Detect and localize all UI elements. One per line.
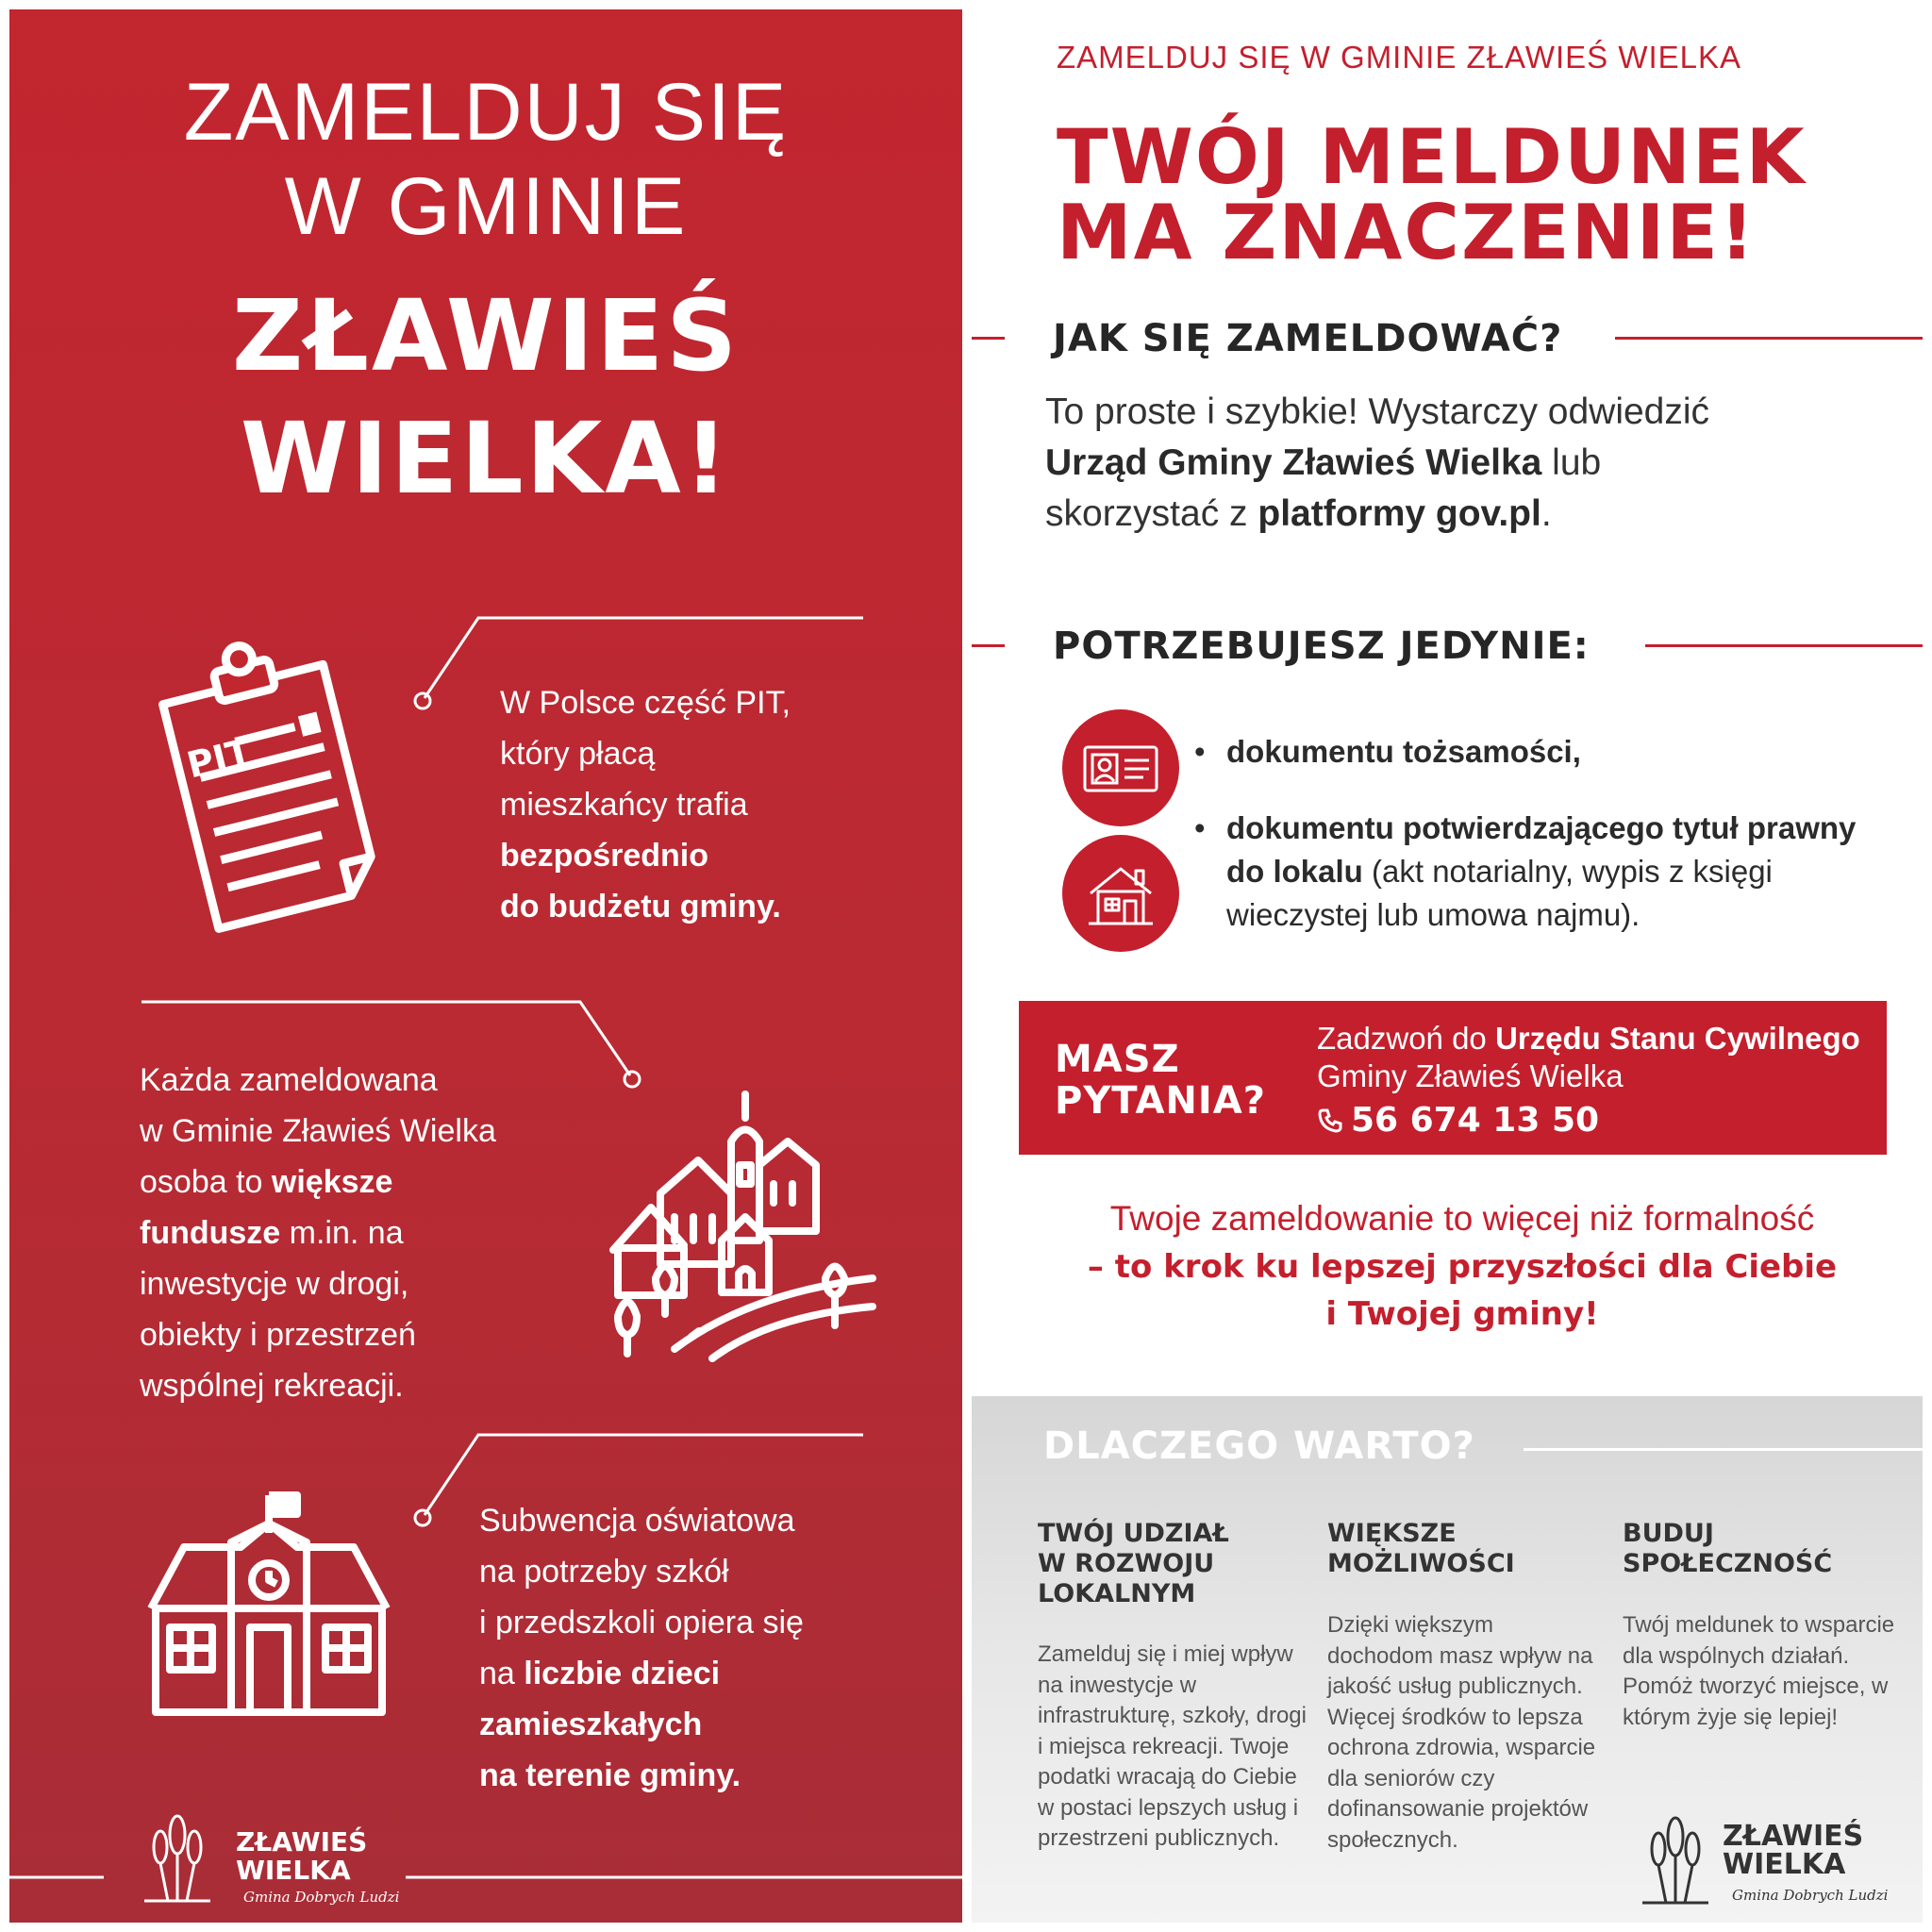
requirement-id-text: dokumentu tożsamości, xyxy=(1226,734,1581,769)
funds-text-line: inwestycje w drogi, xyxy=(140,1266,409,1302)
logo-name-line1: ZŁAWIEŚ xyxy=(236,1826,368,1857)
how-text-line: To proste i szybkie! Wystarczy odwiedzić xyxy=(1045,391,1710,432)
how-heading: JAK SIĘ ZAMELDOWAĆ? xyxy=(1053,317,1563,360)
registry-office-name: Urzędu Stanu Cywilnego xyxy=(1494,1021,1860,1056)
pit-text-line: który płacą xyxy=(500,736,656,772)
school-text-bold: liczbie dzieci xyxy=(524,1656,721,1691)
school-text-line: na xyxy=(479,1656,525,1691)
divider xyxy=(1524,1448,1923,1451)
right-logo xyxy=(1638,1813,1902,1907)
logo-name-line1: ZŁAWIEŚ xyxy=(1723,1820,1864,1853)
left-title-line2: W GMINIE xyxy=(284,161,688,252)
right-top-line: ZAMELDUJ SIĘ W GMINIE ZŁAWIEŚ WIELKA xyxy=(1057,40,1742,75)
pit-text-bold: do budżetu gminy. xyxy=(500,889,781,924)
closing-line1: Twoje zameldowanie to więcej niż formalność xyxy=(1109,1199,1815,1238)
questions-label xyxy=(1055,1039,1266,1122)
school-icon xyxy=(146,1486,391,1722)
school-text-line: na potrzeby szkół xyxy=(479,1554,729,1590)
bullet-dot: • xyxy=(1194,734,1206,769)
funds-text-bold: fundusze xyxy=(140,1215,281,1251)
how-text-line: . xyxy=(1541,493,1552,534)
col-text: Twój meldunek to wsparcie dla wspólnych działań. Pomóż tworzyć miejsce, w którym żyje się lepiej! xyxy=(1623,1612,1895,1730)
funds-text-line: osoba to xyxy=(140,1164,272,1200)
office-name: Urząd Gminy Zławieś Wielka xyxy=(1045,442,1542,483)
how-paragraph xyxy=(1045,387,1875,540)
requirement-property-text: (akt notarialny, wypis z księgi wieczystej lub umowa najmu). xyxy=(1226,854,1773,932)
school-text-line: Subwencja oświatowa xyxy=(479,1503,795,1539)
funds-text-line: wspólnej rekreacji. xyxy=(140,1368,404,1404)
logo-tagline: Gmina Dobrych Ludzi xyxy=(243,1889,400,1906)
left-logo xyxy=(140,1811,404,1906)
funds-text-line: m.in. na xyxy=(280,1215,404,1251)
requirement-item-id xyxy=(1194,730,1887,774)
pit-text-bold: bezpośrednio xyxy=(500,838,709,874)
divider xyxy=(1615,337,1923,340)
logo-name-line2: WIELKA xyxy=(1723,1848,1846,1881)
requirement-item-property xyxy=(1194,807,1887,937)
col-text: Zamelduj się i miej wpływ na inwestycje w infrastrukturę, szkoły, drogi i miejsca rekreacji. Twoje podatki wracają do Ciebie w postaci lepszych usług i przestrzeni publicznych. xyxy=(1038,1641,1307,1851)
pit-clipboard-icon xyxy=(151,637,406,939)
col-title-line: SPOŁECZNOŚĆ xyxy=(1623,1549,1833,1578)
pit-label: PIT xyxy=(182,730,256,787)
wheat-logo-icon xyxy=(140,1811,215,1906)
pit-info-text xyxy=(500,677,791,932)
how-text-line: lub xyxy=(1541,442,1602,483)
need-heading: POTRZEBUJESZ JEDYNIE: xyxy=(1053,625,1590,668)
id-card-icon xyxy=(1062,709,1179,826)
col-title-line: WIĘKSZE xyxy=(1327,1519,1457,1548)
why-col-community xyxy=(1623,1519,1895,1730)
divider xyxy=(1645,644,1923,647)
phone-number[interactable]: 56 674 13 50 xyxy=(1351,1101,1600,1140)
col-title-line: W ROZWOJU xyxy=(1038,1549,1215,1578)
phone-row[interactable] xyxy=(1317,1101,1599,1140)
divider xyxy=(972,644,1005,647)
requirement-property-bold: dokumentu potwierdzającego tytuł prawny do lokalu xyxy=(1226,810,1857,889)
bullet-dot: • xyxy=(1194,810,1206,845)
left-title-big2: WIELKA! xyxy=(240,401,732,516)
funds-info-text xyxy=(140,1055,496,1411)
call-text-c: Gminy Zławieś Wielka xyxy=(1317,1058,1624,1093)
headline-line1: TWÓJ MELDUNEK xyxy=(1057,113,1807,201)
call-text-a: Zadzwoń do xyxy=(1317,1021,1495,1056)
how-text-line: skorzystać z xyxy=(1045,493,1258,534)
pit-text-line: mieszkańcy trafia xyxy=(500,787,748,823)
wheat-logo-icon xyxy=(1638,1813,1713,1907)
col-title-line: BUDUJ xyxy=(1623,1519,1714,1548)
logo-tagline: Gmina Dobrych Ludzi xyxy=(1732,1887,1889,1904)
questions-bar xyxy=(1019,1001,1887,1155)
col-title-line: MOŻLIWOŚCI xyxy=(1327,1549,1515,1578)
divider xyxy=(972,337,1005,340)
call-text xyxy=(1317,1020,1883,1095)
left-title-line1: ZAMELDUJ SIĘ xyxy=(183,67,789,158)
why-section xyxy=(972,1396,1923,1923)
questions-label-line1: MASZ xyxy=(1055,1038,1180,1081)
col-title-line: TWÓJ UDZIAŁ xyxy=(1038,1519,1229,1548)
closing-line2: – to krok ku lepszej przyszłości dla Ciebie xyxy=(1087,1248,1838,1286)
school-text-line: i przedszkoli opiera się xyxy=(479,1605,804,1641)
closing-line3: i Twojej gminy! xyxy=(1325,1295,1599,1333)
col-text: Dzięki większym dochodom masz wpływ na jakość usług publicznych. Więcej środków to lepsza ochrona zdrowia, wsparcie dla seniorów czy dofinansowanie projektów społecznych. xyxy=(1327,1612,1596,1853)
col-title-line: LOKALNYM xyxy=(1038,1579,1196,1608)
pit-text-line: W Polsce część PIT, xyxy=(500,685,791,721)
left-panel xyxy=(9,9,962,1923)
funds-text-line: w Gminie Zławieś Wielka xyxy=(140,1113,496,1149)
headline-line2: MA ZNACZENIE! xyxy=(1057,189,1757,276)
school-text-bold: na terenie gminy. xyxy=(479,1757,741,1793)
why-heading: DLACZEGO WARTO? xyxy=(1043,1424,1475,1468)
school-text-bold: zamieszkałych xyxy=(479,1707,703,1742)
why-col-opportunities xyxy=(1327,1519,1596,1853)
questions-label-line2: PYTANIA? xyxy=(1055,1079,1266,1123)
funds-text-line: Każda zameldowana xyxy=(140,1062,438,1098)
house-icon xyxy=(1062,835,1179,952)
town-icon xyxy=(608,1090,882,1363)
logo-name-line2: WIELKA xyxy=(236,1855,351,1886)
left-title-big1: ZŁAWIEŚ xyxy=(231,278,741,393)
gov-platform-name: platformy gov.pl xyxy=(1257,493,1541,534)
why-col-participation xyxy=(1038,1519,1307,1851)
school-info-text xyxy=(479,1495,804,1801)
funds-text-bold: większe xyxy=(271,1164,393,1200)
phone-icon xyxy=(1317,1108,1343,1134)
funds-text-line: obiekty i przestrzeń xyxy=(140,1317,416,1353)
